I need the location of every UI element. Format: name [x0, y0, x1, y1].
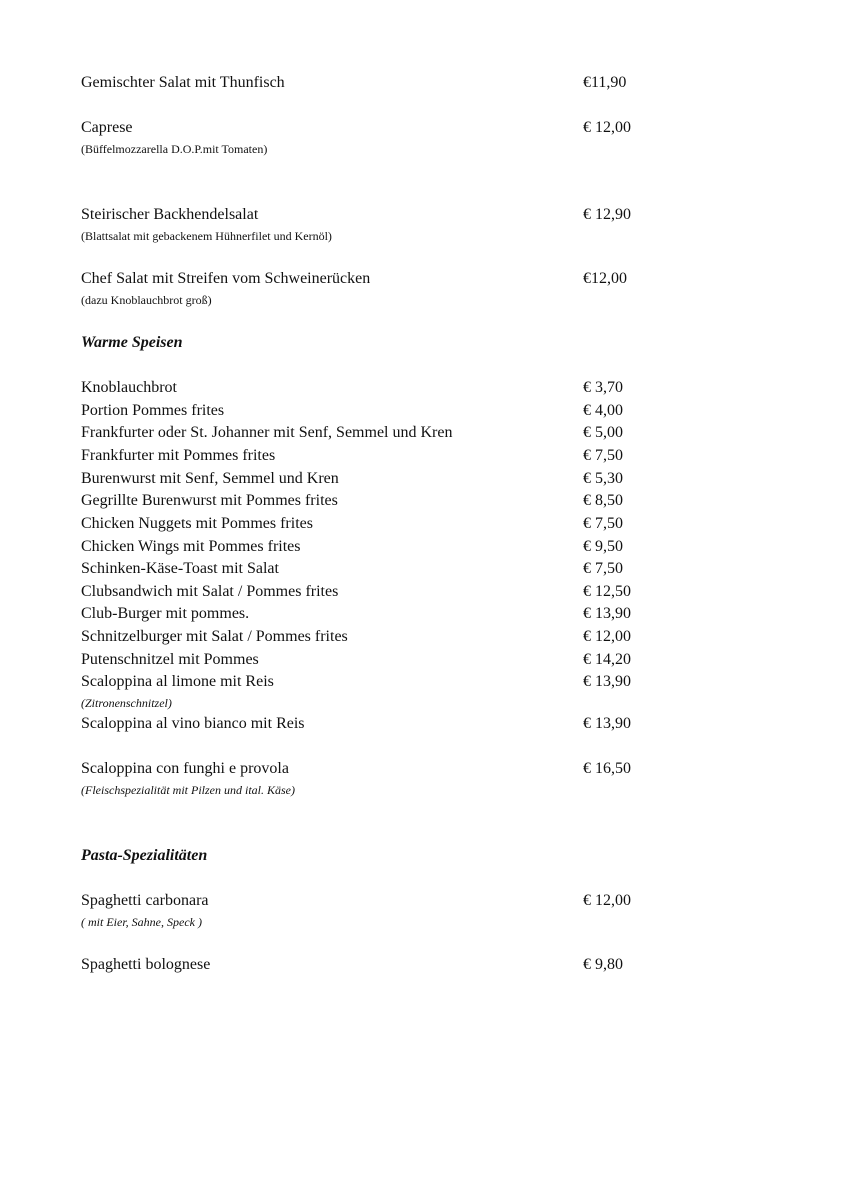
menu-item [81, 604, 761, 628]
item-name: Clubsandwich mit Salat / Pommes frites [81, 583, 339, 600]
menu-item [81, 759, 761, 783]
item-price: € 9,80 [583, 956, 623, 973]
menu-item [81, 537, 761, 561]
item-name: Gegrillte Burenwurst mit Pommes frites [81, 492, 338, 509]
item-price: € 3,70 [583, 379, 623, 396]
item-price: € 12,00 [583, 119, 631, 136]
item-note: (Zitronenschnitzel) [81, 696, 172, 710]
menu-item [81, 672, 761, 696]
item-price: €11,90 [583, 74, 627, 91]
item-price: € 5,00 [583, 424, 623, 441]
item-price: € 8,50 [583, 492, 623, 509]
item-name: Portion Pommes frites [81, 402, 225, 419]
menu-item [81, 491, 761, 515]
item-name: Chicken Nuggets mit Pommes frites [81, 515, 313, 532]
menu-item [81, 514, 761, 538]
item-name: Chef Salat mit Streifen vom Schweinerücken [81, 270, 371, 287]
menu-item [81, 714, 761, 738]
item-name: Schinken-Käse-Toast mit Salat [81, 560, 279, 577]
item-price: € 5,30 [583, 470, 623, 487]
menu-item [81, 955, 761, 979]
menu-item [81, 423, 761, 447]
item-name: Scaloppina al limone mit Reis [81, 673, 274, 690]
item-name: Spaghetti bolognese [81, 956, 211, 973]
menu-item [81, 118, 761, 142]
item-name: Scaloppina al vino bianco mit Reis [81, 715, 305, 732]
item-price: € 7,50 [583, 447, 623, 464]
menu-item [81, 446, 761, 470]
item-price: €12,00 [583, 270, 627, 287]
menu-item [81, 469, 761, 493]
item-price: € 9,50 [583, 538, 623, 555]
menu-item [81, 205, 761, 229]
item-price: € 12,00 [583, 628, 631, 645]
item-price: € 16,50 [583, 760, 631, 777]
item-note: (Fleischspezialität mit Pilzen und ital. Käse) [81, 783, 295, 797]
item-note: (Blattsalat mit gebackenem Hühnerfilet und Kernöl) [81, 229, 332, 243]
item-price: € 12,50 [583, 583, 631, 600]
menu-item [81, 559, 761, 583]
menu-item [81, 401, 761, 425]
item-price: € 12,90 [583, 206, 631, 223]
menu-item [81, 269, 761, 293]
item-price: € 14,20 [583, 651, 631, 668]
item-price: € 13,90 [583, 715, 631, 732]
item-name: Burenwurst mit Senf, Semmel und Kren [81, 470, 339, 487]
item-price: € 13,90 [583, 605, 631, 622]
item-price: € 12,00 [583, 892, 631, 909]
menu-item [81, 73, 761, 97]
menu-item [81, 582, 761, 606]
item-name: Frankfurter oder St. Johanner mit Senf, Semmel und Kren [81, 424, 453, 441]
item-price: € 7,50 [583, 560, 623, 577]
item-price: € 4,00 [583, 402, 623, 419]
item-name: Schnitzelburger mit Salat / Pommes frites [81, 628, 348, 645]
menu-item [81, 378, 761, 402]
item-name: Club-Burger mit pommes. [81, 605, 250, 622]
item-price: € 7,50 [583, 515, 623, 532]
item-name: Spaghetti carbonara [81, 892, 209, 909]
section-title-pasta: Pasta-Spezialitäten [81, 847, 208, 864]
item-name: Scaloppina con funghi e provola [81, 760, 289, 777]
item-note: (dazu Knoblauchbrot groß) [81, 293, 212, 307]
item-name: Gemischter Salat mit Thunfisch [81, 74, 285, 91]
item-note: ( mit Eier, Sahne, Speck ) [81, 915, 202, 929]
item-note: (Büffelmozzarella D.O.P.mit Tomaten) [81, 142, 268, 156]
item-name: Knoblauchbrot [81, 379, 177, 396]
menu-item [81, 627, 761, 651]
item-name: Frankfurter mit Pommes frites [81, 447, 276, 464]
menu-item [81, 650, 761, 674]
item-name: Steirischer Backhendelsalat [81, 206, 259, 223]
item-name: Putenschnitzel mit Pommes [81, 651, 259, 668]
item-name: Chicken Wings mit Pommes frites [81, 538, 301, 555]
section-title-warm: Warme Speisen [81, 334, 183, 351]
item-name: Caprese [81, 119, 133, 136]
menu-item [81, 891, 761, 915]
item-price: € 13,90 [583, 673, 631, 690]
